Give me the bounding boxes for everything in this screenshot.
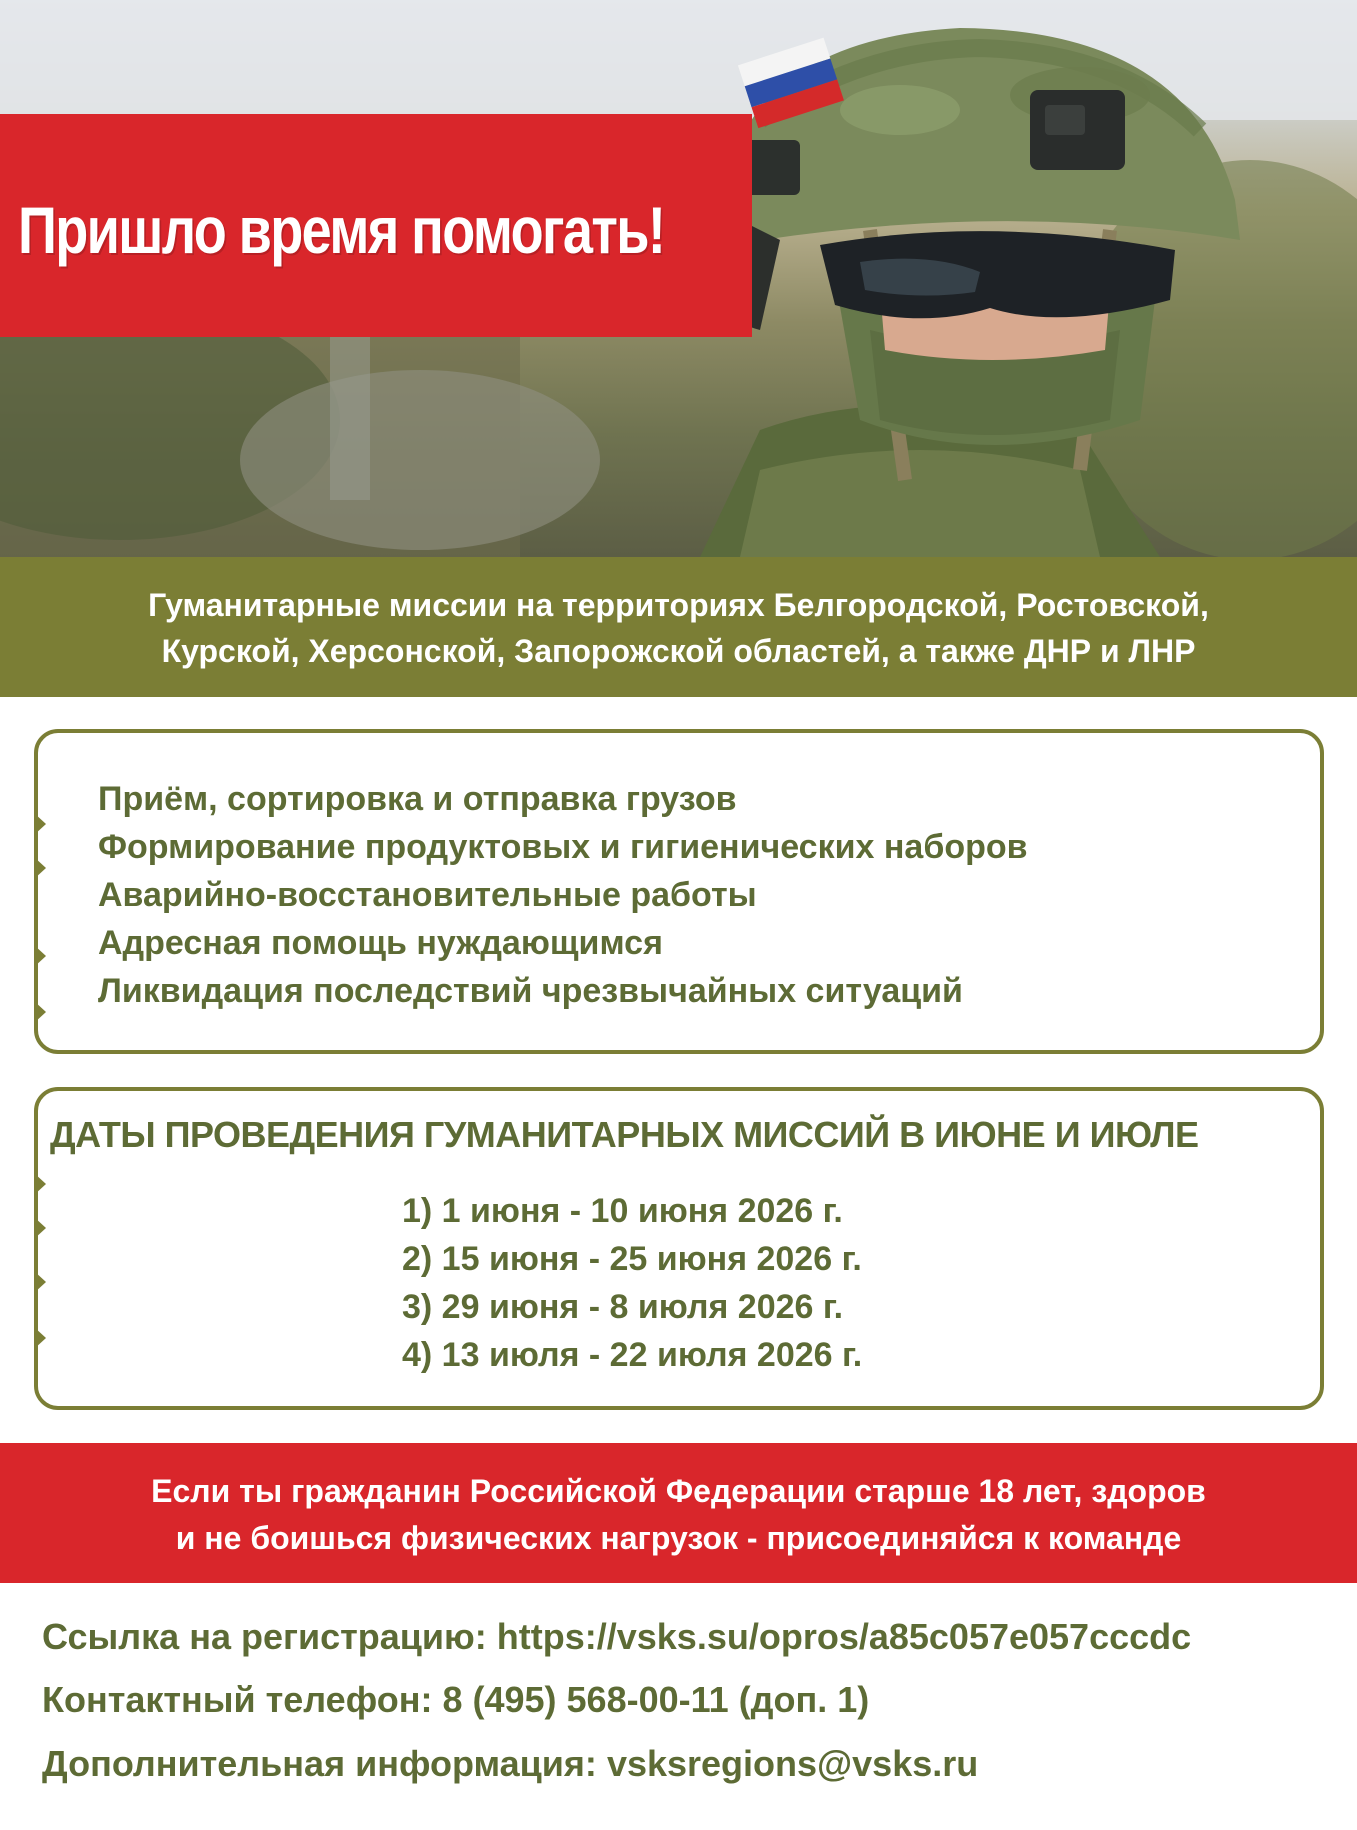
- registration-link[interactable]: https://vsks.su/opros/a85c057e057cccdc: [496, 1616, 1192, 1657]
- phone-value[interactable]: 8 (495) 568-00-11 (доп. 1): [442, 1679, 870, 1720]
- regions-line-2: Курской, Херсонской, Запорожской областей, а также ДНР и ЛНР: [161, 633, 1196, 669]
- call-line-1: Если ты гражданин Российской Федерации старше 18 лет, здоров: [151, 1473, 1206, 1509]
- call-line-2: и не боишься физических нагрузок - присоединяйся к команде: [175, 1520, 1182, 1556]
- headline: Пришло время помогать!: [18, 193, 665, 267]
- notch-decoration: [34, 1173, 46, 1195]
- notch-decoration: [34, 857, 46, 879]
- phone-row: [42, 1676, 869, 1724]
- list-item: Приём, сортировка и отправка грузов: [98, 780, 737, 818]
- list-item: 3) 29 июня - 8 июля 2026 г.: [402, 1288, 844, 1326]
- list-item: 2) 15 июня - 25 июня 2026 г.: [402, 1240, 862, 1278]
- dates-box: [34, 1087, 1324, 1410]
- dates-title: ДАТЫ ПРОВЕДЕНИЯ ГУМАНИТАРНЫХ МИССИЙ В ИЮНЕ И ИЮЛЕ: [50, 1114, 1199, 1155]
- list-item: Формирование продуктовых и гигиенических наборов: [98, 828, 1028, 866]
- list-item: Адресная помощь нуждающимся: [98, 924, 663, 962]
- registration-label: Ссылка на регистрацию:: [42, 1616, 497, 1657]
- list-item: Ликвидация последствий чрезвычайных ситуаций: [98, 972, 963, 1010]
- list-item: 1) 1 июня - 10 июня 2026 г.: [402, 1192, 843, 1230]
- info-row: [42, 1740, 978, 1788]
- list-item: 4) 13 июля - 22 июля 2026 г.: [402, 1336, 863, 1374]
- list-item: Аварийно-восстановительные работы: [98, 876, 757, 914]
- notch-decoration: [34, 1327, 46, 1349]
- info-email[interactable]: vsksregions@vsks.ru: [606, 1743, 979, 1784]
- notch-decoration: [34, 1271, 46, 1293]
- notch-decoration: [34, 813, 46, 835]
- notch-decoration: [34, 1001, 46, 1023]
- phone-label: Контактный телефон:: [42, 1679, 443, 1720]
- notch-decoration: [34, 945, 46, 967]
- dates-list: [402, 1187, 862, 1379]
- regions-band: [0, 557, 1357, 697]
- call-to-action-band: [0, 1443, 1357, 1583]
- notch-decoration: [34, 1217, 46, 1239]
- info-label: Дополнительная информация:: [42, 1743, 607, 1784]
- hero-photo: [0, 0, 1357, 557]
- registration-row: [42, 1613, 1191, 1661]
- regions-line-1: Гуманитарные миссии на территориях Белгородской, Ростовской,: [148, 587, 1209, 623]
- services-list: [98, 775, 1028, 1015]
- services-box: [34, 729, 1324, 1054]
